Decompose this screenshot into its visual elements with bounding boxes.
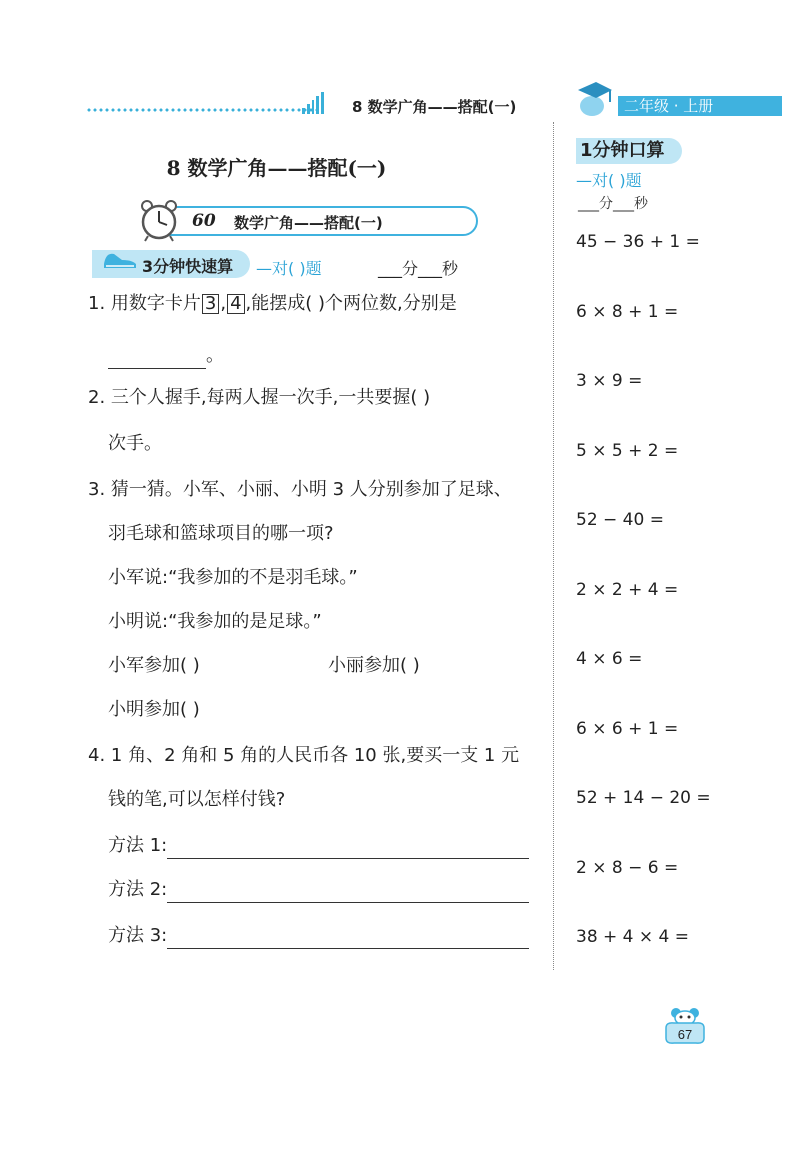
header-dotted-line (86, 108, 318, 112)
q1-prefix: 1. 用数字卡片 (88, 293, 201, 314)
mental-math-time: ___分___秒 (578, 196, 648, 212)
q3-line4: 小明说:“我参加的是足球。” (108, 611, 322, 632)
header-bars-decoration (302, 92, 324, 114)
calc-problem[interactable]: 2 × 2 + 4 = (576, 580, 679, 600)
calc-problem[interactable]: 45 − 36 + 1 = (576, 232, 700, 252)
lesson-number: 60 (192, 211, 216, 231)
header-chapter-text: 8 数学广角——搭配(一) (352, 98, 517, 116)
q3-answer-xiaojun[interactable]: 小军参加( ) (108, 655, 200, 676)
q1-suffix: ,能摆成( )个两位数,分别是 (245, 293, 457, 314)
q4-method-2[interactable] (108, 878, 529, 903)
calc-problem[interactable]: 38 + 4 × 4 = (576, 927, 690, 947)
mental-math-score: —对( )题 (576, 171, 642, 190)
calc-problem[interactable]: 5 × 5 + 2 = (576, 441, 679, 461)
calc-problem[interactable]: 52 − 40 = (576, 510, 664, 530)
calc-problem[interactable]: 4 × 6 = (576, 649, 643, 669)
q2-line2: 次手。 (108, 433, 162, 454)
calc-problem[interactable]: 3 × 9 = (576, 371, 643, 391)
method-1-label: 方法 1: (108, 835, 168, 856)
speed-time: ___分___秒 (378, 259, 459, 278)
speed-score: —对( )题 (256, 259, 322, 278)
q4-line1: 4. 1 角、2 角和 5 角的人民币各 10 张,要买一支 1 元 (88, 745, 520, 766)
q1-sep: , (220, 293, 227, 314)
q3-answer-xiaoming[interactable]: 小明参加( ) (108, 699, 200, 720)
calc-problem[interactable]: 52 + 14 − 20 = (576, 788, 711, 808)
page-number: 67 (677, 1027, 693, 1042)
q4-method-1[interactable] (108, 834, 529, 859)
q1-end: 。 (206, 345, 224, 366)
method-3-label: 方法 3: (108, 925, 168, 946)
running-shoe-icon (100, 244, 140, 274)
calc-problem[interactable]: 6 × 6 + 1 = (576, 719, 679, 739)
calc-problem[interactable]: 2 × 8 − 6 = (576, 858, 679, 878)
method-2-label: 方法 2: (108, 879, 168, 900)
chapter-title: 8 数学广角——搭配(一) (166, 156, 387, 180)
number-card-4: 4 (227, 294, 244, 314)
mental-math-title: 1分钟口算 (576, 138, 682, 164)
q1-answer-line[interactable] (108, 344, 224, 369)
alarm-clock-icon (138, 198, 180, 242)
column-divider (553, 122, 554, 970)
grade-label: 二年级 · 上册 (618, 96, 782, 116)
speed-section-label: 3分钟快速算 (142, 257, 234, 276)
q3-line3: 小军说:“我参加的不是羽毛球。” (108, 567, 358, 588)
q3-answer-xiaoli[interactable]: 小丽参加( ) (328, 655, 420, 676)
page-number-badge (662, 1006, 708, 1046)
graduation-cap-icon (572, 80, 616, 118)
q3-line1: 3. 猜一猜。小军、小丽、小明 3 人分别参加了足球、 (88, 479, 512, 500)
q2-line1: 2. 三个人握手,每两人握一次手,一共要握( ) (88, 387, 431, 408)
q3-line2: 羽毛球和篮球项目的哪一项? (108, 523, 334, 544)
q4-method-3[interactable] (108, 924, 529, 949)
lesson-name: 数学广角——搭配(一) (234, 214, 383, 232)
number-card-3: 3 (202, 294, 219, 314)
q4-line2: 钱的笔,可以怎样付钱? (108, 789, 286, 810)
question-1 (88, 292, 457, 316)
calc-problem[interactable]: 6 × 8 + 1 = (576, 302, 679, 322)
